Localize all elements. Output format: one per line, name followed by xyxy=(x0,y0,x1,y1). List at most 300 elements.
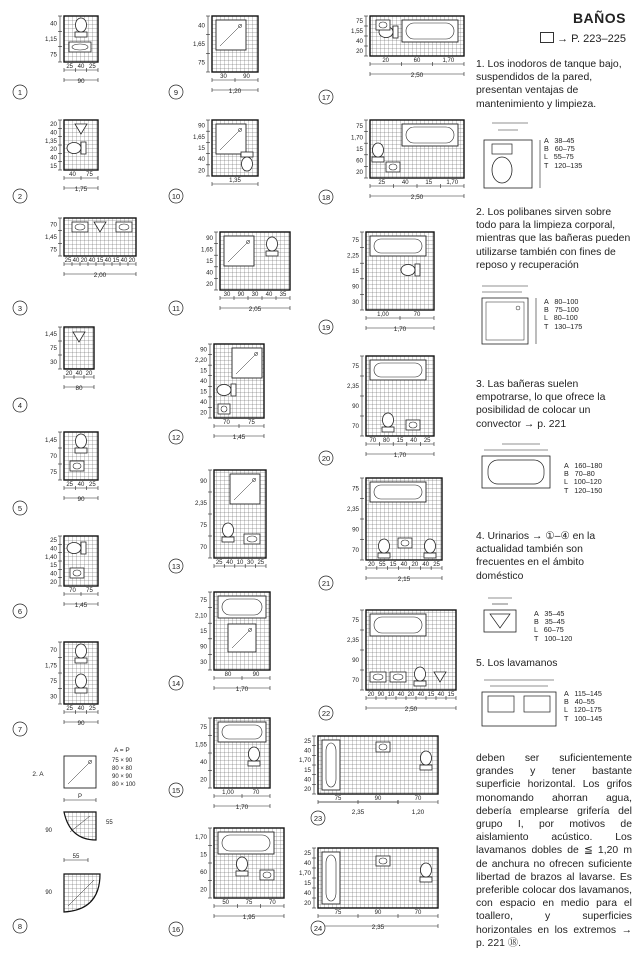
dim-label: 90 xyxy=(374,796,382,802)
plan-p17 xyxy=(319,16,464,104)
plan-number: 19 xyxy=(321,323,331,332)
dim-total-label: 1,70 xyxy=(393,452,407,459)
dim-label: 90 xyxy=(45,828,52,834)
toilet-icon xyxy=(414,667,426,686)
dim-label: 2,35 xyxy=(346,637,359,644)
toilet-icon xyxy=(236,857,248,876)
dim-label: 90 xyxy=(352,283,359,291)
toilet-bowl xyxy=(379,539,390,553)
dim-label: 25 xyxy=(304,737,311,745)
dim-label: 75 xyxy=(248,420,255,426)
dim-label: 40 xyxy=(50,154,57,162)
specs-urinario: A 35–45 B 35–45 L 60–75 T 100–120 xyxy=(534,609,573,643)
dim-label: 55 xyxy=(378,562,386,568)
dim-label: 40 xyxy=(265,292,273,298)
plan-p14 xyxy=(169,592,270,693)
sink-icon xyxy=(376,20,390,30)
dim-label: 75 xyxy=(352,617,359,624)
dim-label: 1,55 xyxy=(194,741,207,749)
dim-label: A = P xyxy=(114,747,130,754)
dim-label: 75 xyxy=(352,485,359,493)
dim-label: 1,00 xyxy=(377,312,389,318)
sink-icon xyxy=(70,568,84,578)
toilet-tank xyxy=(420,765,432,770)
dim-label: 1,65 xyxy=(192,133,205,141)
plan-p4 xyxy=(13,327,94,412)
plan-number: 20 xyxy=(321,454,331,463)
dim-label: 40 xyxy=(50,570,57,578)
toilet-bowl xyxy=(237,857,248,871)
dim-label: 30 xyxy=(223,292,231,298)
plan-p8 xyxy=(13,747,136,933)
dim-total-label: 2,00 xyxy=(93,272,107,279)
dim-label: 15 xyxy=(198,145,205,152)
dim-label: 20 xyxy=(382,58,390,64)
plan-p16 xyxy=(169,828,284,936)
dim-label: 1,40 xyxy=(44,553,57,561)
page-title: BAÑOS xyxy=(572,10,626,26)
dim-label: 15 xyxy=(389,562,397,568)
dim-label: 15 xyxy=(425,180,433,186)
dim-label: 75 xyxy=(352,363,359,370)
dim-label: 30 xyxy=(50,359,57,366)
dim-label: 2,25 xyxy=(346,252,359,260)
dim-label: 20 xyxy=(198,167,205,175)
dim-label: 70 xyxy=(268,900,276,906)
plan-number: 17 xyxy=(321,93,331,102)
dim-total-label: 1,45 xyxy=(232,434,246,441)
dim-label: 75 xyxy=(356,122,363,130)
toilet-tank xyxy=(81,142,86,154)
dim-label: 90 × 90 xyxy=(112,774,133,780)
dim-label: 60 xyxy=(413,58,421,64)
dim-label: 25 xyxy=(304,850,311,857)
toilet-tank xyxy=(222,537,234,542)
dim-label: 30 xyxy=(50,693,57,701)
dim-total-label: 2,35 xyxy=(351,809,365,816)
plan-number: 16 xyxy=(171,925,181,934)
dim-label: 80 × 80 xyxy=(112,766,133,772)
dim-total-label: 2,50 xyxy=(410,72,424,79)
dim-label: 15 xyxy=(427,692,435,698)
plan-number: 13 xyxy=(171,562,181,571)
dim-label: 30 xyxy=(352,299,359,307)
toilet-tank xyxy=(424,553,436,558)
dim-label: 90 xyxy=(252,672,260,678)
specs-poliban: A 80–100 B 75–100 L 80–100 T 130–175 xyxy=(544,297,583,331)
dim-label: 70 xyxy=(252,790,260,796)
dim-label: 75 xyxy=(356,18,363,25)
plan-number: 5 xyxy=(17,504,23,513)
toilet-icon xyxy=(75,674,87,693)
toilet-tank xyxy=(420,877,432,882)
dim-total-label: 90 xyxy=(77,78,85,85)
toilet-bowl xyxy=(421,751,432,765)
toilet-icon xyxy=(420,863,432,882)
dim-label: 75 xyxy=(200,723,207,731)
dim-label: 25 xyxy=(64,258,72,264)
dim-label: 1,15 xyxy=(44,36,57,43)
sink-icon xyxy=(116,222,132,232)
dim-total-label: 1,95 xyxy=(242,914,256,921)
dim-label: 70 xyxy=(50,221,57,229)
dim-label: 2,10 xyxy=(194,612,207,620)
toilet-icon xyxy=(222,523,234,542)
plan-number: 3 xyxy=(17,304,23,313)
dim-label: 70 xyxy=(69,588,76,594)
toilet-icon xyxy=(424,539,436,558)
plan-p23 xyxy=(299,736,438,825)
dim-label: 25 xyxy=(378,180,386,186)
dim-label: 75 xyxy=(200,522,207,529)
plan-p10 xyxy=(169,120,258,203)
dim-label: 20 xyxy=(200,776,207,784)
dim-label: 20 xyxy=(50,146,57,154)
toilet-icon xyxy=(401,264,420,276)
sink-icon xyxy=(70,461,84,471)
dim-label: 50 xyxy=(222,900,230,906)
toilet-tank xyxy=(75,448,87,453)
dim-total-label: 2,05 xyxy=(248,306,262,313)
dim-label: 1,70 xyxy=(350,134,363,142)
dim-label: 1,35 xyxy=(44,137,57,145)
dim-label: 70 xyxy=(352,423,359,430)
plan-p7 xyxy=(13,642,98,736)
dim-label: 25 xyxy=(66,64,74,70)
toilet-bowl xyxy=(76,434,87,448)
plan-p12 xyxy=(169,344,264,444)
sidebar xyxy=(470,0,636,953)
specs-lavamanos: A 115–145 B 40–55 L 120–175 T 100–145 xyxy=(564,689,603,723)
dim-label: 40 xyxy=(72,258,80,264)
dim-total-label: 1,70 xyxy=(393,326,407,333)
toilet-icon xyxy=(378,539,390,558)
dim-label: 90 xyxy=(206,234,213,242)
plan-number: 12 xyxy=(171,433,181,442)
dim-label: 25 xyxy=(88,706,96,712)
dim-label: 40 xyxy=(356,38,363,45)
dim-total-label: 1,45 xyxy=(74,602,88,609)
toilet-bowl xyxy=(67,543,81,554)
plan-p9 xyxy=(169,16,258,99)
dim-label: 75 xyxy=(352,236,359,244)
dim-label: 55 xyxy=(106,820,113,826)
sink-icon xyxy=(72,222,88,232)
dim-label: 40 xyxy=(120,258,128,264)
plan-p19 xyxy=(319,232,434,334)
dim-label: 75 xyxy=(334,796,342,802)
dim-label: 20 xyxy=(50,121,57,129)
dim-label: 90 xyxy=(374,910,382,916)
dim-label: 20 xyxy=(304,900,311,907)
dim-label: 25 xyxy=(88,482,96,488)
toilet-tank xyxy=(75,32,87,37)
specs-banera: A 160–180 B 70–80 L 100–120 T 120–150 xyxy=(564,461,603,495)
dim-label: 75 xyxy=(50,677,57,685)
dim-label: 30 xyxy=(200,659,207,667)
dim-label: 1,70 xyxy=(442,58,455,64)
dim-total-label: 1,70 xyxy=(235,804,249,811)
dim-label: 90 xyxy=(243,74,250,80)
dim-label: 20 xyxy=(407,692,415,698)
dim-label: 15 xyxy=(206,258,213,265)
plan-p24 xyxy=(299,848,438,935)
toilet-bowl xyxy=(76,674,87,688)
plan-p13 xyxy=(169,470,266,573)
dim-total-label: 1,20 xyxy=(228,88,242,95)
dim-label: 20 xyxy=(85,371,93,377)
dim-label: 40 xyxy=(198,156,205,164)
dim-label: 1,45 xyxy=(44,331,57,338)
toilet-bowl xyxy=(242,157,253,171)
toilet-tank xyxy=(248,761,260,766)
dim-label: 90 xyxy=(200,643,207,651)
dim-label: 20 xyxy=(304,786,311,794)
dim-label: 40 xyxy=(401,180,409,186)
dim-label: 40 xyxy=(50,20,57,28)
dim-label: 1,35 xyxy=(229,178,241,184)
dim-label: 55 xyxy=(72,854,80,860)
plan-number: 14 xyxy=(171,679,181,688)
toilet-bowl xyxy=(383,413,394,427)
dim-label: 70 xyxy=(414,796,422,802)
plan-p2 xyxy=(13,120,98,203)
dim-label: 75 xyxy=(50,469,57,476)
dim-label: 25 xyxy=(66,482,74,488)
dim-label: 1,70 xyxy=(194,833,207,841)
dim-label: 70 xyxy=(352,546,359,554)
dim-label: 20 xyxy=(80,258,88,264)
toilet-tank xyxy=(382,427,394,432)
dim-total-label: 1,70 xyxy=(235,686,249,693)
toilet-bowl xyxy=(401,265,415,276)
dim-label: 1,70 xyxy=(298,757,311,765)
dim-label: 40 xyxy=(198,22,205,30)
bathtub xyxy=(322,740,340,790)
plan-number: 24 xyxy=(313,924,323,933)
dim-label: 15 xyxy=(200,851,207,859)
toilet-icon xyxy=(241,152,253,171)
dim-label: 25 xyxy=(423,438,431,444)
dim-label: 80 × 100 xyxy=(112,782,136,788)
dim-label: 1,70 xyxy=(298,870,311,877)
dim-label: 15 xyxy=(50,162,57,170)
dim-label: 40 xyxy=(77,482,85,488)
dim-label: 15 xyxy=(396,438,404,444)
plan-number: 10 xyxy=(171,192,181,201)
plan-number: 2 xyxy=(17,192,23,201)
dim-label: 90 xyxy=(352,526,359,534)
dim-label: 15 xyxy=(447,692,455,698)
sink-icon xyxy=(260,870,274,880)
dim-label: 90 xyxy=(377,692,385,698)
dim-label: 70 xyxy=(50,453,57,460)
toilet-bowl xyxy=(217,385,231,396)
dim-label: 40 xyxy=(50,545,57,553)
plan-p3 xyxy=(13,218,136,315)
dim-label: 40 xyxy=(422,562,430,568)
plan-number: 21 xyxy=(321,579,331,588)
dim-label: 1,55 xyxy=(350,28,363,35)
dim-label: 2,35 xyxy=(346,383,359,390)
sink-icon xyxy=(386,162,400,172)
toilet-icon xyxy=(266,237,278,256)
dim-label: 25 xyxy=(215,560,223,566)
dim-label: 15 xyxy=(356,146,363,153)
dim-total-label: 2,50 xyxy=(404,706,418,713)
toilet-icon xyxy=(67,542,86,554)
dim-label: 75 xyxy=(50,345,57,352)
toilet-icon xyxy=(420,751,432,770)
dim-label: 1,65 xyxy=(200,246,213,254)
dim-label: 25 xyxy=(88,64,96,70)
dim-label: 75 xyxy=(245,900,253,906)
plan-p11 xyxy=(169,232,290,315)
toilet-tank xyxy=(393,26,398,38)
dim-label: 40 xyxy=(206,269,213,277)
specs-inodoro: A 38–45 B 60–75 L 55–75 T 120–135 xyxy=(544,136,583,170)
sink-icon xyxy=(390,672,406,682)
toilet-tank xyxy=(81,542,86,554)
dim-label: 40 xyxy=(437,692,445,698)
plan-number: 15 xyxy=(171,786,181,795)
dim-label: 20 xyxy=(50,578,57,586)
dim-label: 10 xyxy=(236,560,244,566)
dim-label: 20 xyxy=(367,692,375,698)
dim-label: P xyxy=(77,794,83,800)
dim-label: 40 xyxy=(200,399,207,407)
toilet-bowl xyxy=(373,143,384,157)
toilet-tank xyxy=(75,688,87,693)
dim-label: 60 xyxy=(200,868,207,876)
sink-icon xyxy=(376,856,390,866)
dim-label: 25 xyxy=(257,560,265,566)
dim-label: 90 xyxy=(352,403,359,410)
dim-label: 40 xyxy=(75,371,83,377)
dim-label: 40 xyxy=(77,64,85,70)
dim-label: 1,65 xyxy=(192,41,205,48)
dim-label: 30 xyxy=(247,560,254,566)
dim-label: 10 xyxy=(387,692,395,698)
plan-number: 8 xyxy=(17,922,23,931)
dim-label: 40 xyxy=(200,378,207,385)
dim-label: 60 xyxy=(356,157,363,165)
dim-label: 40 xyxy=(77,706,85,712)
toilet-bowl xyxy=(425,539,436,553)
dim-label: 40 xyxy=(200,758,207,766)
plan-p15 xyxy=(169,718,270,811)
dim-label: 40 xyxy=(397,692,405,698)
plan-number: 22 xyxy=(321,709,331,718)
plan-number: 6 xyxy=(17,607,23,616)
plan-p6 xyxy=(13,536,98,618)
dim-label: 15 xyxy=(200,367,207,375)
dim-label: 70 xyxy=(200,544,207,551)
dim-label: 40 xyxy=(69,172,76,178)
dim-label: 15 xyxy=(96,258,104,264)
dim-label: 2,35 xyxy=(194,500,207,507)
dim-label: 90 xyxy=(45,890,52,896)
dim-label: 35 xyxy=(279,292,287,298)
dim-label: 15 xyxy=(352,268,359,275)
dim-label: 80 xyxy=(383,438,390,444)
dim-label: 40 xyxy=(417,692,425,698)
toilet-bowl xyxy=(421,863,432,877)
text-polibanes: 2. Los polibanes sirven sobre todo para la limpieza corporal, mientras que las bañeras pueden utilizarse también con fines de reposo y recuperación xyxy=(476,207,631,271)
dim-label: 70 xyxy=(50,646,57,654)
toilet-icon xyxy=(75,434,87,453)
corner-shower xyxy=(64,812,96,840)
dim-label: 75 × 90 xyxy=(112,758,133,764)
dim-label: 15 xyxy=(50,562,57,570)
toilet-bowl xyxy=(76,644,87,658)
dim-label: 25 xyxy=(50,537,57,545)
dim-label: 75 xyxy=(50,246,57,254)
dim-total-label: 80 xyxy=(75,385,83,392)
dim-label: 2,20 xyxy=(194,356,207,364)
diagram-poliban xyxy=(478,280,548,355)
toilet-bowl xyxy=(267,237,278,251)
dim-label: 1,70 xyxy=(446,180,459,186)
toilet-icon xyxy=(75,644,87,663)
dim-label: 75 xyxy=(334,910,342,916)
dim-label: 20 xyxy=(65,371,73,377)
text-lavamanos-detalle: deben ser suficientemente grandes y tener bastante superficie horizontal. Los grifos monomando ahorran agua, debería emplearse grifería del grupo I, por motivos de aislamiento acústico. Los lavamanos dobles de ≦ 1,20 m de anchura no ofrecen suficiente libertad de brazos al lavarse. Es preferible colocar dos lavamanos, con espacio en medio para el toallero, y superficies horizontales en los extremos → p. 221 ⑱. xyxy=(476,753,632,949)
toilet-tank xyxy=(372,157,384,162)
dim-label: 70 xyxy=(413,312,421,318)
toilet-bowl xyxy=(223,523,234,537)
toilet-bowl xyxy=(415,667,426,681)
dim-label: 80 xyxy=(224,672,232,678)
plan-p1 xyxy=(13,16,98,99)
dim-label: 70 xyxy=(369,438,377,444)
toilet-icon xyxy=(67,142,86,154)
toilet-icon xyxy=(248,747,260,766)
dim-total-label: 1,75 xyxy=(74,186,88,193)
dim-label: 90 xyxy=(200,478,207,485)
dim-label: 30 xyxy=(251,292,259,298)
dim-label: 40 xyxy=(400,562,408,568)
dim-label: 15 xyxy=(304,766,311,774)
page-reference: → P. 223–225 xyxy=(537,32,626,45)
toilet-icon xyxy=(217,384,236,396)
dim-label: 75 xyxy=(200,596,207,604)
dim-label: 15 xyxy=(304,880,311,887)
dim-label: 30 xyxy=(220,74,227,80)
plan-p5 xyxy=(13,432,98,515)
plan-p21 xyxy=(319,478,442,590)
plan-p22 xyxy=(319,610,456,720)
dim-label: 40 xyxy=(410,438,417,444)
sink-icon xyxy=(376,742,390,752)
plan-number: 1 xyxy=(17,88,23,97)
dim-label: 20 xyxy=(368,562,375,568)
toilet-icon xyxy=(372,143,384,162)
plan-number: 18 xyxy=(321,193,331,202)
dim-label: 25 xyxy=(66,706,74,712)
toilet-tank xyxy=(236,871,248,876)
plan-p20 xyxy=(319,356,434,465)
dim-label: 1,00 xyxy=(222,790,234,796)
dim-total-label: 90 xyxy=(77,496,85,503)
sink-icon xyxy=(244,534,260,544)
dim-label: 90 xyxy=(237,292,245,298)
dim-total-label: 2,15 xyxy=(397,576,411,583)
toilet-tank xyxy=(266,251,278,256)
dim-label: 70 xyxy=(414,910,422,916)
toilet-tank xyxy=(415,264,420,276)
plan-number: 9 xyxy=(173,88,179,97)
